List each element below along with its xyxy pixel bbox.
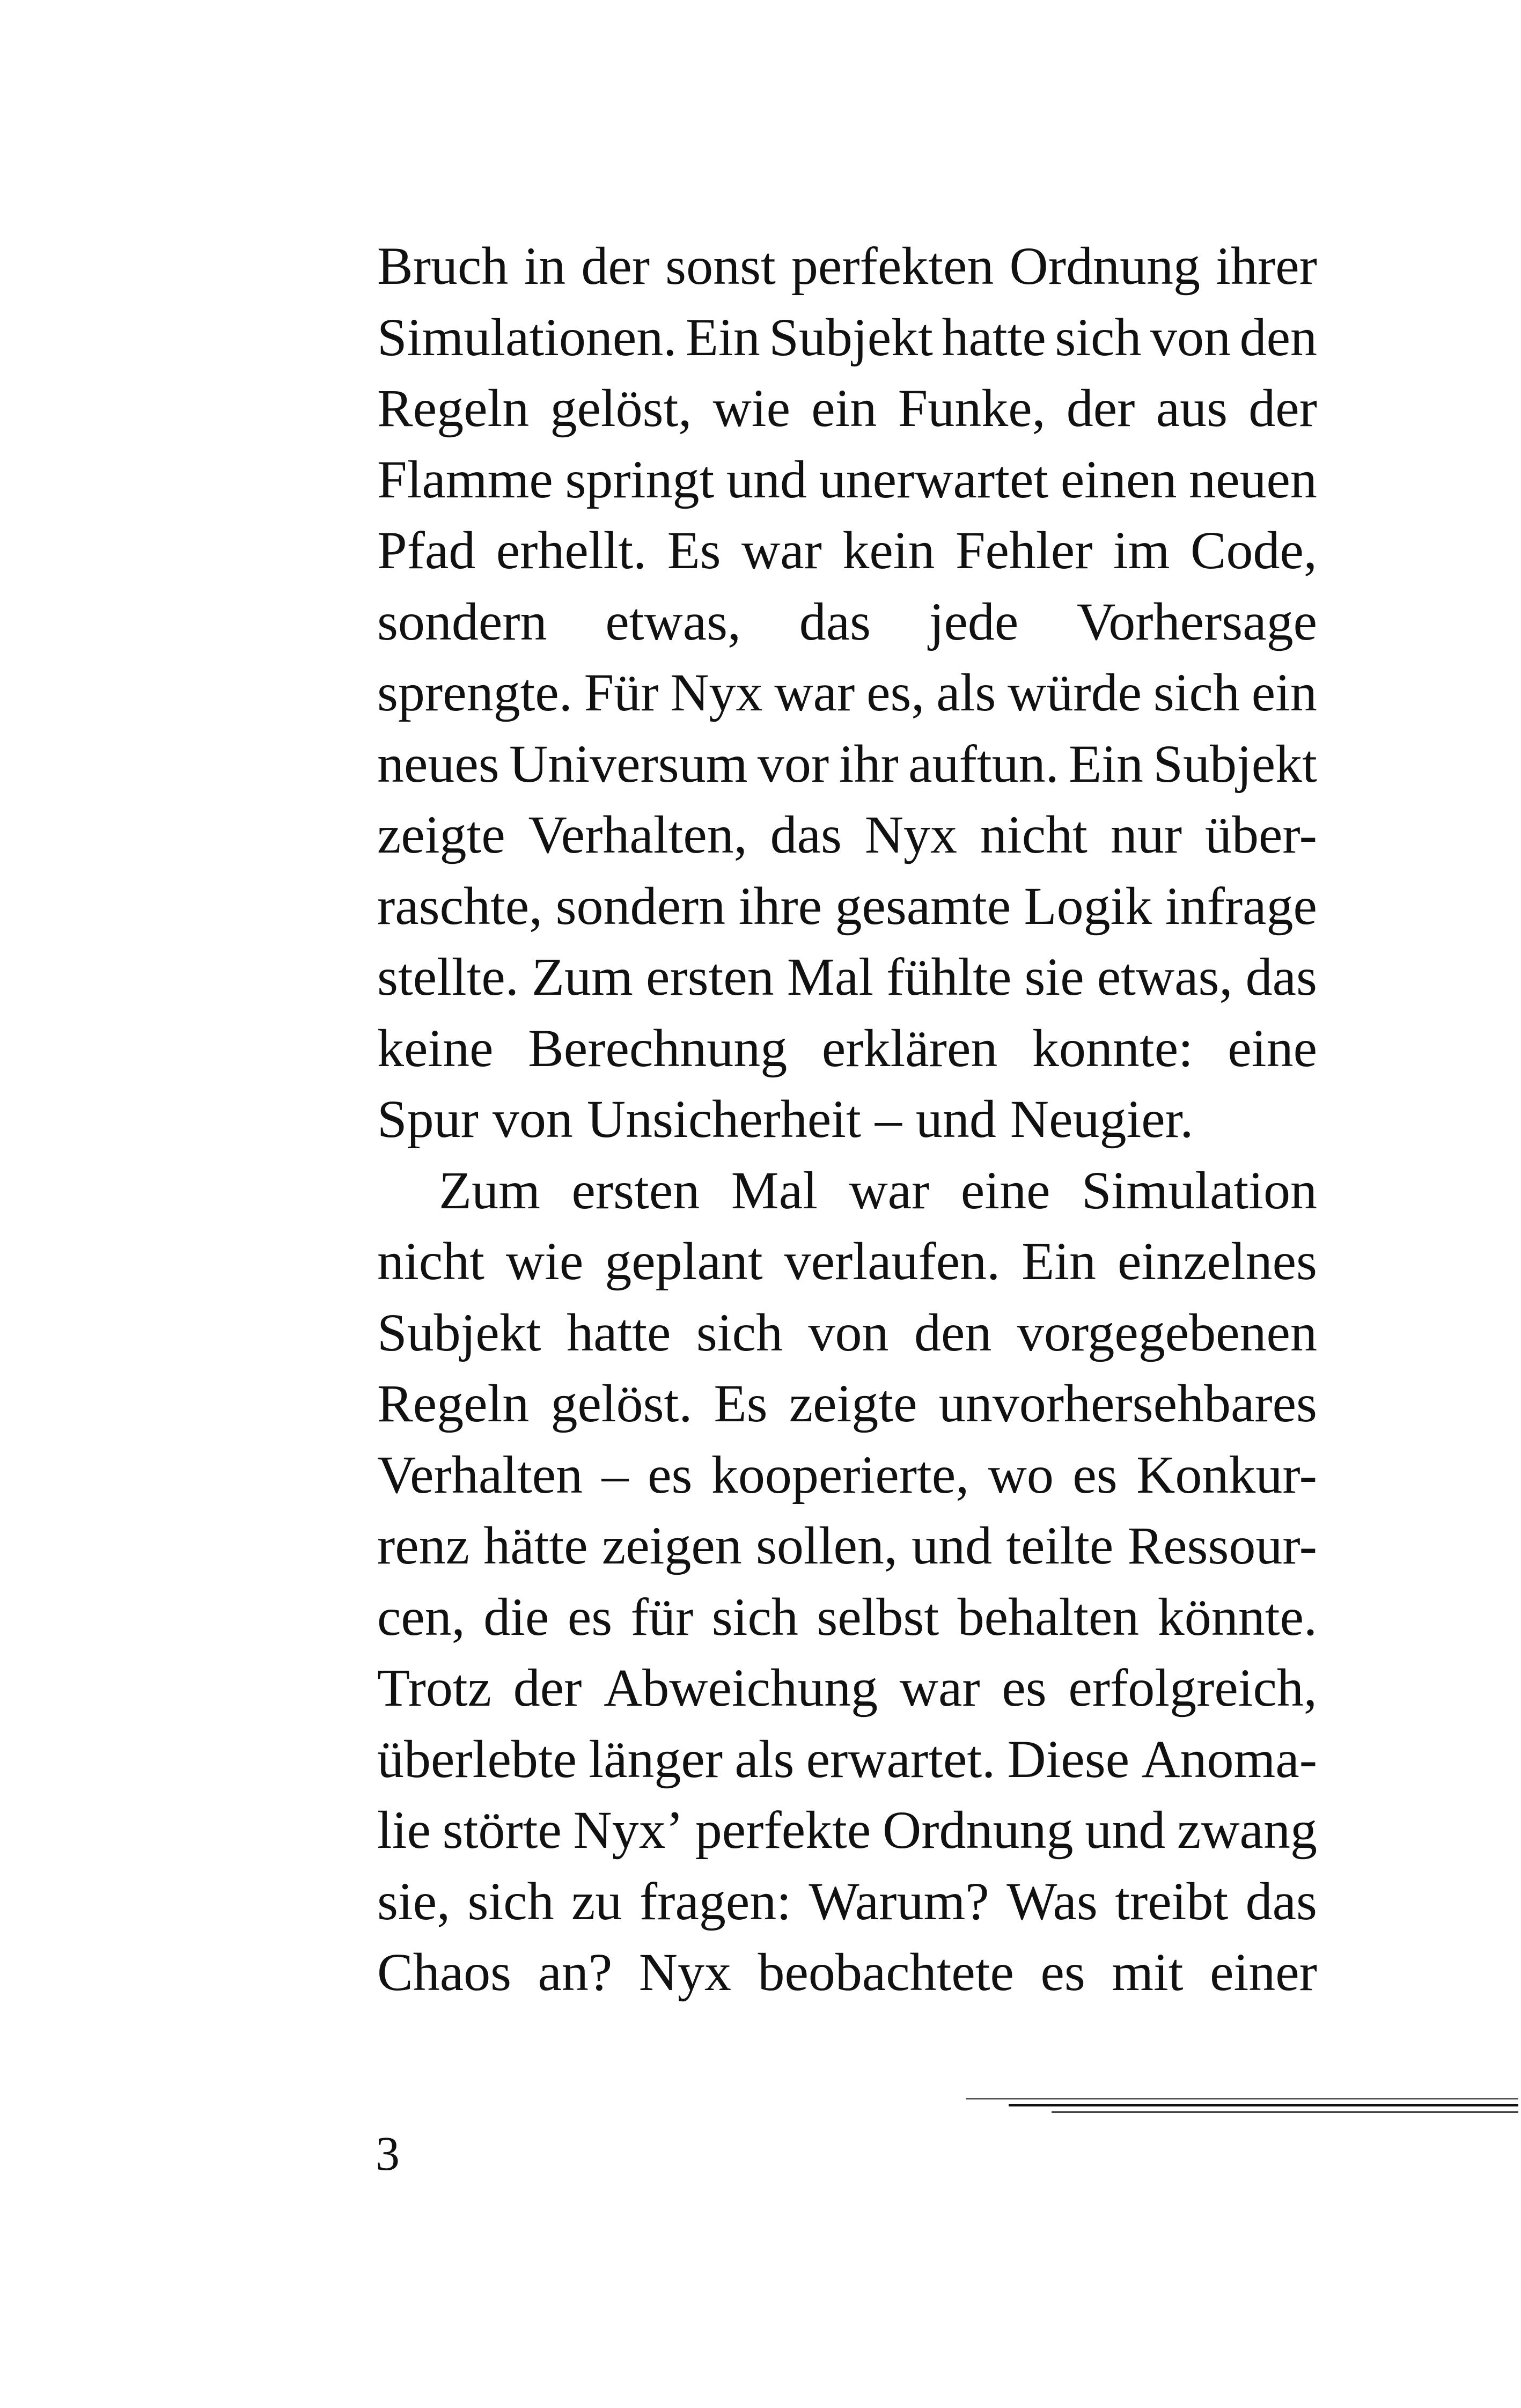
word: von <box>1150 307 1231 367</box>
word: Ein <box>1022 1231 1096 1291</box>
word: sondern <box>555 876 726 936</box>
word: infrage <box>1165 876 1317 936</box>
word: Verhalten, <box>528 805 747 864</box>
word: Nyx <box>670 663 763 722</box>
word: Zum <box>439 1160 540 1220</box>
word: der <box>1248 378 1317 438</box>
word: Ein <box>685 307 760 367</box>
word: behalten <box>957 1587 1140 1647</box>
word: ihrer <box>1216 236 1317 296</box>
word: gelöst. <box>550 1374 693 1433</box>
word: es <box>1002 1658 1047 1717</box>
word: sie <box>1024 947 1084 1007</box>
word: den <box>1239 307 1317 367</box>
text-line <box>377 1155 1317 1227</box>
word: einer <box>1210 1942 1317 2002</box>
word: Fehler <box>955 520 1093 580</box>
word: sondern <box>377 591 547 651</box>
word: Pfad <box>377 520 476 580</box>
word: auftun. <box>908 733 1059 794</box>
word: kooperierte, <box>711 1444 969 1504</box>
text-line <box>377 871 1317 942</box>
word: und <box>1085 1800 1166 1860</box>
word: fühlte <box>886 947 1012 1007</box>
word: teilte <box>1006 1516 1114 1575</box>
word: perfekte <box>695 1800 871 1860</box>
text-line <box>377 942 1317 1013</box>
text-line <box>377 1937 1317 2008</box>
text-line <box>377 302 1317 373</box>
word: Es <box>667 520 721 580</box>
word: sich <box>1153 663 1240 722</box>
word: ersten <box>571 1160 700 1220</box>
word: zu <box>571 1871 622 1931</box>
word: Verhalten <box>377 1444 583 1504</box>
word: Code, <box>1190 520 1317 580</box>
word: unerwartet <box>819 449 1049 509</box>
word: Ordnung <box>1009 236 1201 296</box>
word: Ein <box>1069 733 1143 794</box>
word: könnte. <box>1157 1587 1317 1647</box>
word: fragen: <box>639 1871 791 1931</box>
word: Mal <box>787 947 873 1007</box>
word: eine <box>1228 1018 1317 1078</box>
word: renz <box>377 1516 470 1575</box>
decorative-rule <box>966 2098 1518 2099</box>
word: nicht <box>980 805 1088 864</box>
word: von <box>492 1089 573 1149</box>
text-line <box>377 231 1317 302</box>
word: mit <box>1112 1942 1184 2002</box>
word: und <box>915 1089 996 1149</box>
word: Mal <box>731 1160 818 1220</box>
word: den <box>914 1302 992 1362</box>
word: Für <box>584 663 659 722</box>
word: ein <box>811 378 877 438</box>
word: Es <box>714 1374 768 1433</box>
text-line <box>377 1368 1317 1440</box>
word: Abweichung <box>604 1658 878 1717</box>
word: Unsicherheit <box>586 1089 861 1149</box>
text-line <box>377 586 1317 658</box>
word: keine <box>377 1018 494 1078</box>
word: Spur <box>377 1089 479 1149</box>
text-line <box>377 1582 1317 1653</box>
word: das <box>799 591 871 651</box>
word: gelöst, <box>550 378 692 438</box>
word: über- <box>1204 805 1317 864</box>
word: hatte <box>942 307 1046 367</box>
word: Regeln <box>377 378 530 438</box>
word: störte <box>442 1800 562 1860</box>
word: kein <box>842 520 935 580</box>
word: sie, <box>377 1871 451 1931</box>
word: Subjekt <box>377 1302 541 1362</box>
word: etwas, <box>605 591 741 651</box>
word: unvorhersehbares <box>938 1374 1317 1433</box>
word: sich <box>696 1302 783 1362</box>
word: zeigte <box>377 805 505 864</box>
word: Ordnung <box>883 1800 1074 1860</box>
word: war <box>741 520 822 580</box>
word: Nyx’ <box>573 1800 684 1860</box>
word: einen <box>1060 449 1177 509</box>
word: vorgegebenen <box>1017 1302 1317 1362</box>
word: Universum <box>509 733 748 794</box>
decorative-rule <box>1052 2111 1518 2113</box>
word: gesamte <box>835 876 1011 936</box>
word: es <box>1072 1444 1118 1504</box>
word: sich <box>467 1871 554 1931</box>
word: der <box>1066 378 1135 438</box>
word: das <box>1245 947 1317 1007</box>
word: cen, <box>377 1587 465 1647</box>
word: jede <box>929 591 1019 651</box>
word: Logik <box>1024 876 1152 936</box>
word: sollen, <box>756 1516 898 1575</box>
word: sich <box>1055 307 1142 367</box>
word: lie <box>377 1800 431 1860</box>
word: Flamme <box>377 449 553 509</box>
word: – <box>875 1089 902 1149</box>
word: hätte <box>483 1516 588 1575</box>
text-line <box>377 1866 1317 1937</box>
text-line <box>377 1653 1317 1724</box>
word: ihr <box>839 733 899 794</box>
word: neues <box>377 733 499 794</box>
text-line <box>377 515 1317 586</box>
text-line <box>377 1084 1317 1155</box>
word: hatte <box>567 1302 671 1362</box>
word: nur <box>1110 805 1182 864</box>
word: Subjekt <box>769 307 933 367</box>
word: Trotz <box>377 1658 492 1717</box>
word: im <box>1113 520 1170 580</box>
word: verlaufen. <box>784 1231 1001 1291</box>
word: Vorhersage <box>1076 591 1317 651</box>
word: Chaos <box>377 1942 511 2002</box>
word: es <box>567 1587 613 1647</box>
word: als <box>936 663 996 722</box>
word: sich <box>711 1587 798 1647</box>
word: konnte: <box>1032 1018 1193 1078</box>
word: Nyx <box>638 1942 731 2002</box>
word: war <box>899 1658 980 1717</box>
word: und <box>726 449 807 509</box>
word: länger <box>589 1729 723 1789</box>
word: Diese <box>1007 1729 1130 1789</box>
word: etwas, <box>1097 947 1233 1007</box>
word: als <box>734 1729 795 1789</box>
word: eine <box>960 1160 1050 1220</box>
word: Was <box>1006 1871 1098 1931</box>
word: erfolgreich, <box>1068 1658 1317 1717</box>
text-line <box>377 1297 1317 1369</box>
word: sonst <box>665 236 776 296</box>
word: ihre <box>738 876 822 936</box>
text-line <box>377 799 1317 871</box>
word: es, <box>866 663 925 722</box>
word: es <box>1040 1942 1085 2002</box>
word: zeigte <box>789 1374 917 1433</box>
page-number: 3 <box>376 2127 400 2181</box>
word: Regeln <box>377 1374 530 1433</box>
decorative-rule <box>1009 2104 1518 2106</box>
word: erwartet. <box>806 1729 996 1789</box>
word: Subjekt <box>1153 733 1317 794</box>
body-text <box>377 231 1317 2008</box>
word: wo <box>988 1444 1054 1504</box>
word: war <box>849 1160 930 1220</box>
word: geplant <box>605 1231 763 1291</box>
word: einzelnes <box>1117 1231 1317 1291</box>
word: wie <box>505 1231 584 1291</box>
word: das <box>1245 1871 1317 1931</box>
word: wie <box>712 378 790 438</box>
word: erhellt. <box>496 520 647 580</box>
word: springt <box>565 449 715 509</box>
word: beobachtete <box>758 1942 1014 2002</box>
word: Anoma- <box>1141 1729 1317 1789</box>
word: nicht <box>377 1231 484 1291</box>
word: – <box>601 1444 629 1504</box>
word: perfekten <box>791 236 994 296</box>
word: zeigen <box>601 1516 742 1575</box>
text-line <box>377 1440 1317 1511</box>
word: und <box>912 1516 993 1575</box>
word: sprengte. <box>377 663 572 722</box>
text-line <box>377 657 1317 729</box>
word: an? <box>538 1942 613 2002</box>
word: Konkur- <box>1136 1444 1317 1504</box>
word: Ressour- <box>1127 1516 1317 1575</box>
word: zwang <box>1177 1800 1317 1860</box>
word: stellte. <box>377 947 519 1007</box>
word: Simulation <box>1082 1160 1317 1220</box>
word: Nyx <box>864 805 958 864</box>
word: erklären <box>821 1018 998 1078</box>
word: Bruch <box>377 236 509 296</box>
text-line <box>377 444 1317 516</box>
word: ein <box>1251 663 1317 722</box>
word: das <box>770 805 842 864</box>
word: raschte, <box>377 876 543 936</box>
word: Neugier. <box>1010 1089 1194 1149</box>
text-line <box>377 373 1317 444</box>
word: aus <box>1156 378 1228 438</box>
word: überlebte <box>377 1729 577 1789</box>
word: Simulationen. <box>377 307 677 367</box>
word: ersten <box>645 947 774 1007</box>
word: neuen <box>1189 449 1317 509</box>
text-line <box>377 1226 1317 1297</box>
text-line <box>377 1795 1317 1866</box>
word: Berechnung <box>528 1018 788 1078</box>
text-line <box>377 1510 1317 1582</box>
word: der <box>581 236 650 296</box>
word: Zum <box>531 947 633 1007</box>
word: treibt <box>1115 1871 1229 1931</box>
word: der <box>513 1658 582 1717</box>
word: die <box>483 1587 549 1647</box>
word: würde <box>1008 663 1142 722</box>
word: vor <box>757 733 829 794</box>
word: es <box>648 1444 693 1504</box>
word: Warum? <box>809 1871 989 1931</box>
word: selbst <box>817 1587 939 1647</box>
word: Funke, <box>898 378 1046 438</box>
text-line <box>377 1013 1317 1084</box>
word: war <box>774 663 855 722</box>
word: in <box>524 236 566 296</box>
word: von <box>808 1302 889 1362</box>
text-line <box>377 729 1317 800</box>
text-line <box>377 1724 1317 1795</box>
word: für <box>630 1587 694 1647</box>
